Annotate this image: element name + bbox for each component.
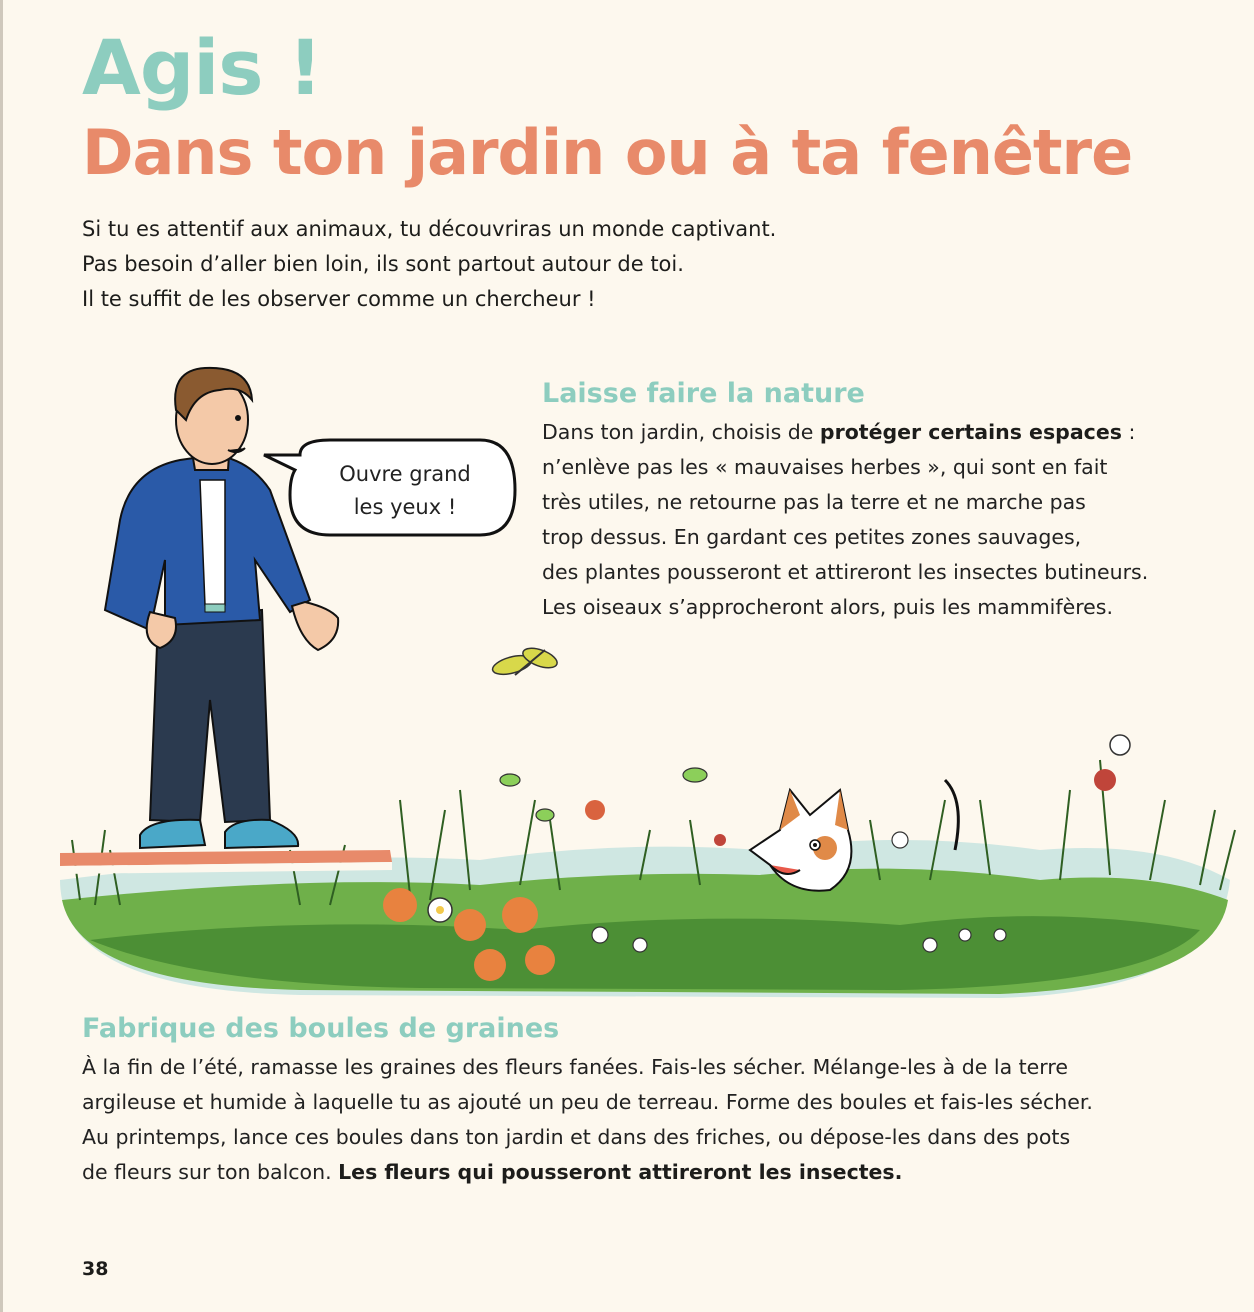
section-title-seeds: Fabrique des boules de graines — [82, 1013, 560, 1044]
speech-line: Ouvre grand — [339, 462, 471, 486]
body-line: Les oiseaux s’approcheront alors, puis les mammifères. — [542, 595, 1113, 619]
intro-line: Il te suffit de les observer comme un chercheur ! — [82, 287, 596, 311]
body-text: de fleurs sur ton balcon. — [82, 1160, 339, 1184]
body-line: À la fin de l’été, ramasse les graines des fleurs fanées. Fais-les sécher. Mélange-les à de la terre — [82, 1055, 1068, 1079]
page-title: Agis ! — [82, 23, 322, 112]
body-line: Au printemps, lance ces boules dans ton jardin et dans des friches, ou dépose-les dans des pots — [82, 1125, 1071, 1149]
body-line: trop dessus. En gardant ces petites zones sauvages, — [542, 525, 1082, 549]
body-line — [82, 1155, 1232, 1190]
body-emphasis: protéger certains espaces — [819, 420, 1122, 444]
body-line: très utiles, ne retourne pas la terre et ne marche pas — [542, 490, 1086, 514]
intro-line: Pas besoin d’aller bien loin, ils sont partout autour de toi. — [82, 252, 684, 276]
body-line: des plantes pousseront et attireront les insectes butineurs. — [542, 560, 1149, 584]
section-body-nature — [542, 415, 1232, 625]
speech-line: les yeux ! — [353, 495, 457, 519]
body-line: argileuse et humide à laquelle tu as ajouté un peu de terreau. Forme des boules et fais-les sécher. — [82, 1090, 1093, 1114]
intro-line: Si tu es attentif aux animaux, tu découvriras un monde captivant. — [82, 217, 777, 241]
body-text: : — [1121, 420, 1136, 444]
man-figure — [105, 368, 338, 848]
body-line — [542, 415, 1232, 450]
body-text: Dans ton jardin, choisis de — [542, 420, 820, 444]
red-flowers — [585, 735, 1130, 846]
section-title-nature: Laisse faire la nature — [542, 378, 865, 409]
yellow-butterfly — [491, 644, 560, 678]
page-number: 38 — [82, 1258, 109, 1280]
page-subtitle: Dans ton jardin ou à ta fenêtre — [82, 116, 1133, 189]
speech-bubble-text — [300, 458, 510, 524]
body-emphasis: Les fleurs qui pousseront attireront les insectes. — [338, 1160, 903, 1184]
section-body-seeds — [82, 1050, 1232, 1190]
body-line: n’enlève pas les « mauvaises herbes », qui sont en fait — [542, 455, 1108, 479]
